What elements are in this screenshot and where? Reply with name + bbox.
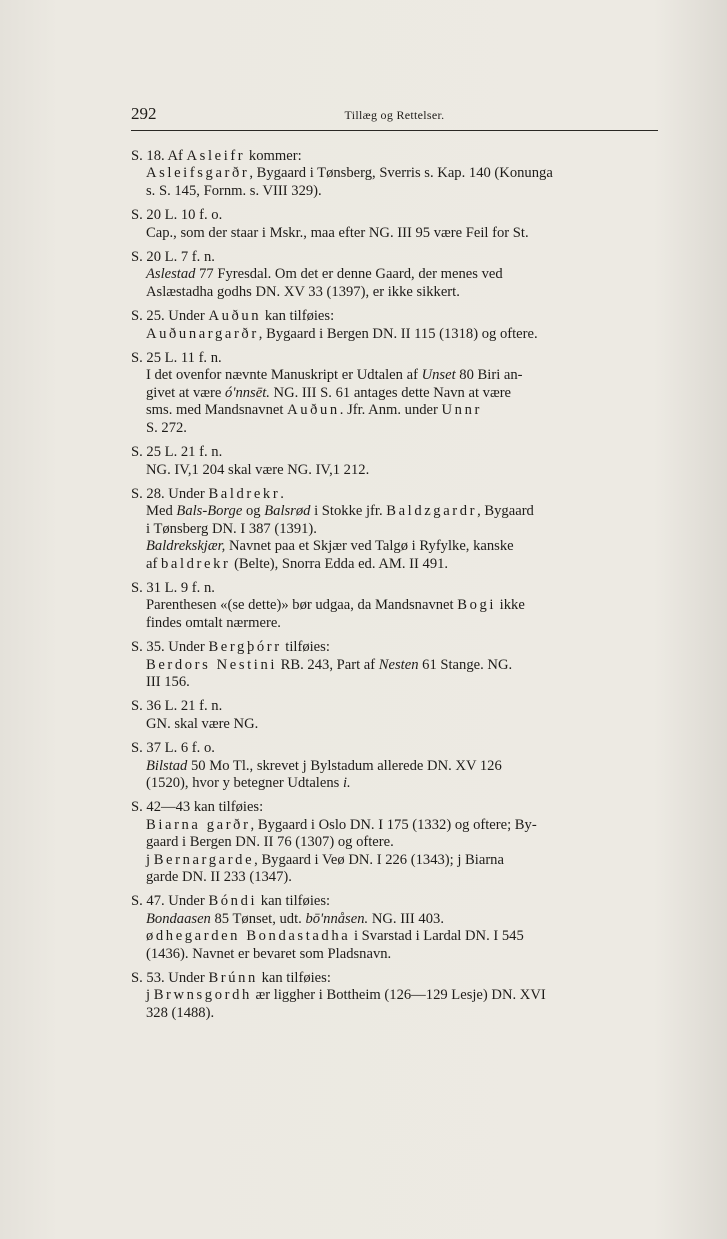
entry-body: I det ovenfor nævnte Manuskript er Udtalen af Unset 80 Biri an- givet at være ó'nnsēt. NG. III S. 61 antages dette Navn at være sms. med Mandsnavnet Auðun. Jfr. Anm. under Unnr S. 272. [146,367,523,436]
page-header [131,102,658,131]
entry-reference: S. 28. Under Baldrekr. [131,485,284,502]
entry [131,444,661,479]
entry-reference: S. 25 L. 11 f. n. [131,350,222,367]
running-title: Tillæg og Rettelser. [344,108,445,122]
entry-reference: S. 31 L. 9 f. n. [131,579,215,596]
entry-reference: S. 20 L. 7 f. n. [131,249,215,266]
entry-body: j Brwnsgordh ær liggher i Bottheim (126—129 Lesje) DN. XVI 328 (1488). [146,987,546,1021]
entry-body: NG. IV,1 204 skal være NG. IV,1 212. [146,461,370,478]
entry-body: Med Bals-Borge og Balsrød i Stokke jfr. Baldzgardr, Bygaard i Tønsberg DN. I 387 (1391). Baldrekskjær, Navnet paa et Skjær ved Talgø i Ryfylke, kanske af baldrekr (Belte), Snorra Edda ed. AM. II 491. [146,503,534,572]
entry [131,639,661,691]
entry [131,698,661,733]
entry-reference: S. 35. Under Bergþórr tilføies: [131,639,330,656]
entry-body: Biarna garðr, Bygaard i Oslo DN. I 175 (1332) og oftere; By- gaard i Bergen DN. II 76 (1307) og oftere. j Bernargarde, Bygaard i Veø DN. I 226 (1343); j Biarna garde DN. II 233 (1347). [146,816,537,886]
entry-body: Bilstad 50 Mo Tl., skrevet j Bylstadum allerede DN. XV 126 (1520), hvor y betegner Udtalens i. [146,757,502,791]
entry [131,799,661,886]
page-number: 292 [131,104,157,123]
entry [131,207,661,242]
entry [131,486,661,573]
entry-body: Berdors Nestini RB. 243, Part af Nesten 61 Stange. NG. III 156. [146,656,513,690]
entry [131,350,661,437]
entry-reference: S. 18. Af Asleifr kommer: [131,148,302,164]
entry-reference: S. 47. Under Bóndi kan tilføies: [131,893,331,910]
entry-reference: S. 25. Under Auðun kan tilføies: [131,308,335,325]
entry [131,893,661,963]
entry-body: Cap., som der staar i Mskr., maa efter NG. III 95 være Feil for St. [146,224,529,241]
entry-body: GN. skal være NG. [146,715,259,732]
entry-body: Asleifsgarðr, Bygaard i Tønsberg, Sverris s. Kap. 140 (Konunga s. S. 145, Fornm. s. VIII 329). [146,165,553,199]
entry [131,249,661,301]
entry-body: Parenthesen «(se dette)» bør udgaa, da Mandsnavnet Bogi ikke findes omtalt nærmere. [146,597,525,631]
entry-reference: S. 53. Under Brúnn kan tilføies: [131,970,331,987]
entry-body: Bondaasen 85 Tønset, udt. bō'nnåsen. NG. III 403. ødhegarden Bondastadha i Svarstad i Lardal DN. I 545 (1436). Navnet er bevaret som Pladsnavn. [146,910,524,962]
entry-reference: S. 25 L. 21 f. n. [131,444,223,461]
entry-reference: S. 37 L. 6 f. o. [131,740,215,757]
entry-reference: S. 42—43 kan tilføies: [131,799,264,816]
entry [131,740,661,792]
entry-body: Auðunargarðr, Bygaard i Bergen DN. II 115 (1318) og oftere. [146,325,538,342]
entry-body: Aslestad 77 Fyresdal. Om det er denne Gaard, der menes ved Aslæstadha godhs DN. XV 33 (1397), er ikke sikkert. [146,266,503,300]
entry [131,308,661,343]
entry [131,148,661,200]
entry [131,580,661,632]
entry-reference: S. 20 L. 10 f. o. [131,207,223,224]
entry-reference: S. 36 L. 21 f. n. [131,698,223,715]
entry [131,970,661,1022]
page-content [131,148,661,1029]
